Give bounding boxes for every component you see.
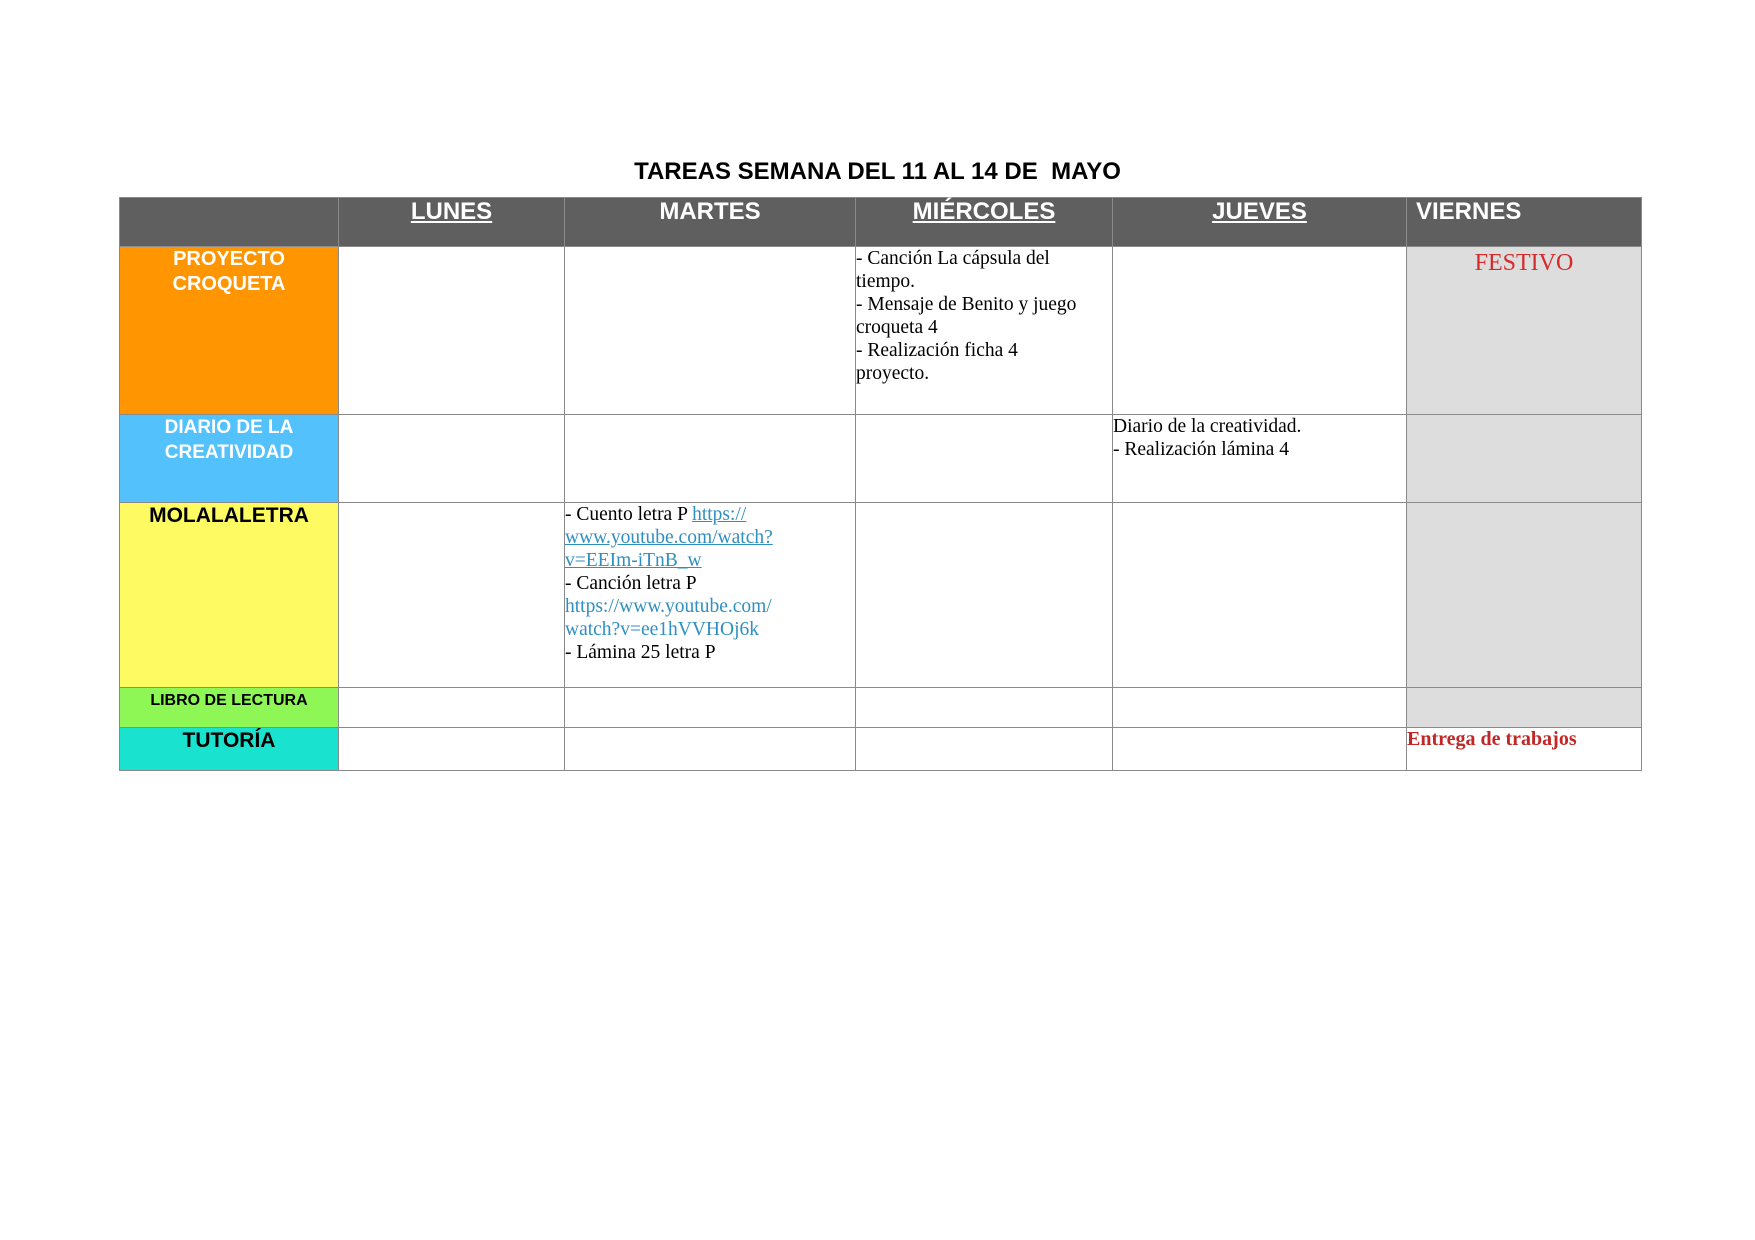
task-line <box>565 549 855 572</box>
task-line: tiempo. <box>856 271 916 292</box>
cell-diario-viernes <box>1407 415 1642 503</box>
row-diario <box>120 415 1642 503</box>
cell-diario-martes <box>565 415 856 503</box>
weekly-schedule-table <box>119 197 1642 771</box>
cell-proyecto-martes <box>565 247 856 415</box>
cell-libro-jueves <box>1113 688 1407 728</box>
header-viernes-label: VIERNES <box>1416 198 1522 225</box>
cell-mola-lunes <box>339 503 565 688</box>
task-line: - Canción La cápsula del <box>856 248 1050 269</box>
cell-libro-viernes <box>1407 688 1642 728</box>
cuento-video-link[interactable]: https:// <box>692 504 747 525</box>
task-line: croqueta 4 <box>856 317 938 338</box>
subject-tutoria: TUTORÍA <box>120 728 339 771</box>
cell-libro-lunes <box>339 688 565 728</box>
page-title: TAREAS SEMANA DEL 11 AL 14 DE MAYO <box>634 158 1121 185</box>
cell-mola-jueves <box>1113 503 1407 688</box>
row-tutoria <box>120 728 1642 771</box>
header-lunes-label: LUNES <box>410 198 493 225</box>
task-line: - Canción letra P <box>565 573 697 594</box>
cell-proyecto-lunes <box>339 247 565 415</box>
subject-molalaletra: MOLALALETRA <box>120 503 339 688</box>
row-libro <box>120 688 1642 728</box>
header-jueves <box>1113 198 1407 247</box>
cell-diario-miercoles <box>856 415 1113 503</box>
task-line <box>565 503 855 526</box>
task-line <box>565 595 855 618</box>
header-martes-label: MARTES <box>659 198 761 225</box>
task-line: proyecto. <box>856 363 930 384</box>
subject-proyecto-croqueta <box>120 247 339 415</box>
header-viernes <box>1407 198 1642 247</box>
cell-tutoria-viernes <box>1407 728 1642 771</box>
row-mola <box>120 503 1642 688</box>
task-text: - Cuento letra P <box>565 504 693 525</box>
cell-mola-viernes <box>1407 503 1642 688</box>
header-row <box>120 198 1642 247</box>
cancion-video-link[interactable]: watch?v=ee1hVVHOj6k <box>565 619 760 640</box>
header-lunes <box>339 198 565 247</box>
cuento-video-link[interactable]: v=EEIm-iTnB_w <box>565 550 702 571</box>
task-line: - Realización lámina 4 <box>1113 439 1289 460</box>
cell-tutoria-jueves <box>1113 728 1407 771</box>
task-line <box>565 526 855 549</box>
festivo-label: FESTIVO <box>1474 250 1574 276</box>
cell-proyecto-jueves <box>1113 247 1407 415</box>
subject-diario-creatividad <box>120 415 339 503</box>
task-line: - Lámina 25 letra P <box>565 642 716 663</box>
cell-proyecto-miercoles <box>856 247 1113 415</box>
cell-tutoria-martes <box>565 728 856 771</box>
subject-libro-lectura: LIBRO DE LECTURA <box>120 688 339 728</box>
header-corner <box>120 198 339 247</box>
header-miercoles-label: MIÉRCOLES <box>912 198 1056 225</box>
cell-proyecto-viernes <box>1407 247 1642 415</box>
header-martes <box>565 198 856 247</box>
cell-libro-martes <box>565 688 856 728</box>
task-line: - Realización ficha 4 <box>856 340 1018 361</box>
cell-tutoria-miercoles <box>856 728 1113 771</box>
cuento-video-link[interactable]: www.youtube.com/watch? <box>565 527 773 548</box>
entrega-trabajos-label: Entrega de trabajos <box>1407 728 1577 750</box>
subject-diario-line1: DIARIO DE LA <box>164 417 294 438</box>
header-miercoles <box>856 198 1113 247</box>
cell-mola-miercoles <box>856 503 1113 688</box>
cell-diario-jueves <box>1113 415 1407 503</box>
subject-diario-line2: CREATIVIDAD <box>164 442 294 463</box>
task-line <box>565 618 855 641</box>
cell-libro-miercoles <box>856 688 1113 728</box>
cell-tutoria-lunes <box>339 728 565 771</box>
task-line: Diario de la creatividad. <box>1113 416 1302 437</box>
cell-diario-lunes <box>339 415 565 503</box>
subject-proyecto-line1: PROYECTO <box>173 248 285 270</box>
cell-mola-martes <box>565 503 856 688</box>
task-line: - Mensaje de Benito y juego <box>856 294 1077 315</box>
subject-proyecto-line2: CROQUETA <box>172 273 286 295</box>
cancion-video-link[interactable]: https://www.youtube.com/ <box>565 596 772 617</box>
header-jueves-label: JUEVES <box>1212 198 1307 225</box>
row-proyecto <box>120 247 1642 415</box>
